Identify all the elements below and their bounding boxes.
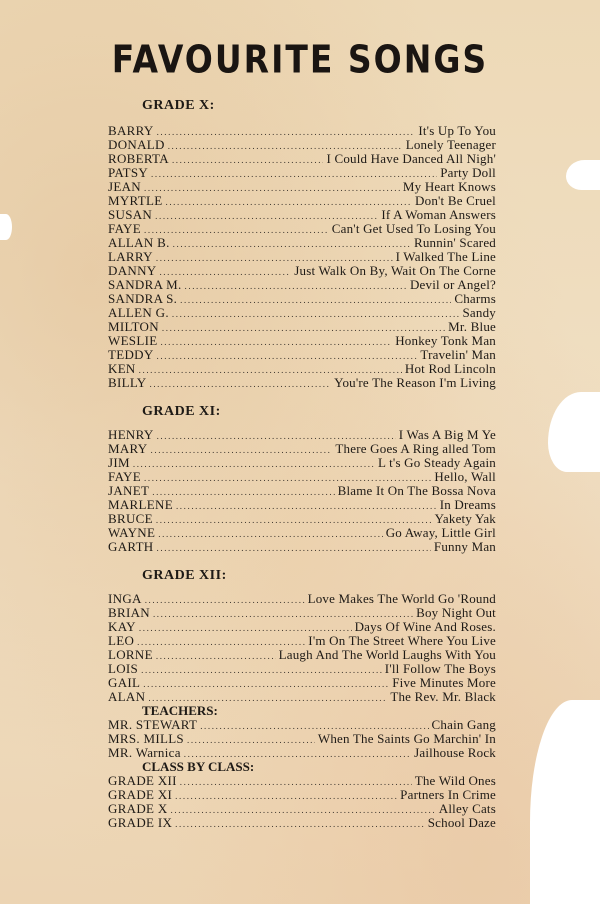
dot-leader (172, 307, 460, 321)
song-title: Yakety Yak (434, 511, 496, 526)
student-name: ALLEN G. (108, 305, 169, 320)
student-name: DANNY (108, 263, 157, 278)
sub-heading: CLASS BY CLASS: (142, 759, 255, 774)
student-name: HENRY (108, 427, 154, 442)
grade-section (108, 404, 496, 554)
song-title: Hot Rod Lincoln (404, 361, 496, 376)
list-item (108, 470, 496, 484)
student-name: BRIAN (108, 605, 150, 620)
song-title: It's Up To You (418, 123, 496, 138)
song-title: Funny Man (433, 539, 496, 554)
song-title: Party Doll (440, 165, 496, 180)
sub-heading: TEACHERS: (142, 703, 218, 718)
student-name: LOIS (108, 661, 139, 676)
student-name: JANET (108, 483, 150, 498)
song-title: I'm On The Street Where You Live (308, 633, 496, 648)
list-item (108, 264, 496, 278)
song-title: Travelin' Man (420, 347, 496, 362)
page-edge-tear (548, 392, 600, 472)
song-title: Runnin' Scared (413, 235, 496, 250)
student-name: MILTON (108, 319, 159, 334)
student-name: GRADE XI (108, 787, 173, 802)
student-name: SANDRA S. (108, 291, 178, 306)
dot-leader (185, 279, 407, 293)
list-item (108, 484, 496, 498)
dot-leader (145, 593, 305, 607)
student-name: GRADE XII (108, 773, 177, 788)
song-title: You're The Reason I'm Living (334, 375, 496, 390)
student-name: MARY (108, 441, 148, 456)
list-item (108, 746, 496, 760)
song-title: When The Saints Go Marchin' In (317, 731, 496, 746)
student-name: BARRY (108, 123, 154, 138)
list-item (108, 362, 496, 376)
song-title: The Rev. Mr. Black (390, 689, 496, 704)
list-item (108, 732, 496, 746)
student-name: MR. Warnica (108, 745, 181, 760)
dot-leader (175, 789, 397, 803)
dot-leader (172, 153, 324, 167)
dot-leader (187, 733, 315, 747)
student-name: TEDDY (108, 347, 154, 362)
student-name: ALLAN B. (108, 235, 170, 250)
song-title: Lonely Teenager (405, 137, 496, 152)
dot-leader (143, 677, 389, 691)
song-title: Mr. Blue (448, 319, 496, 334)
song-title: Just Walk On By, Wait On The Corne (294, 263, 496, 278)
dot-leader (144, 223, 329, 237)
student-name: ROBERTA (108, 151, 169, 166)
dot-leader (152, 485, 334, 499)
student-name: LORNE (108, 647, 153, 662)
song-title: Blame It On The Bossa Nova (337, 483, 496, 498)
song-title: Five Minutes More (392, 675, 496, 690)
song-title: Alley Cats (438, 801, 496, 816)
grade-heading: GRADE XII: (142, 568, 227, 583)
student-name: BRUCE (108, 511, 153, 526)
list-item (108, 180, 496, 194)
list-item (108, 250, 496, 264)
list-item (108, 774, 496, 788)
list-item (108, 690, 496, 704)
song-title: I Could Have Danced All Nigh' (326, 151, 496, 166)
list-item (108, 498, 496, 512)
student-name: MARLENE (108, 497, 173, 512)
list-item (108, 376, 496, 390)
list-item (108, 634, 496, 648)
dot-leader (157, 349, 418, 363)
song-title: L t's Go Steady Again (378, 455, 496, 470)
list-item (108, 166, 496, 180)
student-name: WESLIE (108, 333, 158, 348)
dot-leader (180, 775, 412, 789)
song-title: Go Away, Little Girl (385, 525, 496, 540)
song-title: My Heart Knows (402, 179, 496, 194)
song-title: Chain Gang (431, 717, 496, 732)
student-name: GAIL (108, 675, 141, 690)
page-title: FAVOURITE SONGS (111, 37, 489, 82)
page-edge-tear (566, 160, 600, 190)
list-item (108, 456, 496, 470)
dot-leader (171, 803, 436, 817)
dot-leader (157, 125, 416, 139)
grade-section (108, 98, 496, 390)
dot-leader (133, 457, 375, 471)
dot-leader (151, 167, 437, 181)
student-name: WAYNE (108, 525, 156, 540)
song-title: Charms (454, 291, 496, 306)
student-name: INGA (108, 591, 142, 606)
song-title: Laugh And The World Laughs With You (278, 647, 496, 662)
student-name: DONALD (108, 137, 165, 152)
song-title: Don't Be Cruel (415, 193, 496, 208)
student-name: LEO (108, 633, 135, 648)
list-item (108, 278, 496, 292)
song-title: Honkey Tonk Man (395, 333, 496, 348)
song-title: I'll Follow The Boys (384, 661, 496, 676)
song-title: School Daze (427, 815, 496, 830)
song-sections (108, 98, 496, 844)
list-item (108, 138, 496, 152)
student-name: GARTH (108, 539, 154, 554)
grade-section (108, 568, 496, 830)
song-title: I Was A Big M Ye (398, 427, 496, 442)
grade-heading: GRADE X: (142, 98, 215, 113)
student-name: ALAN (108, 689, 146, 704)
list-item (108, 334, 496, 348)
list-item (108, 428, 496, 442)
dot-leader (173, 237, 411, 251)
list-item (108, 320, 496, 334)
song-title: If A Woman Answers (381, 207, 496, 222)
dot-leader (180, 293, 451, 307)
student-name: MYRTLE (108, 193, 163, 208)
list-item (108, 648, 496, 662)
dot-leader (157, 541, 431, 555)
list-item (108, 292, 496, 306)
list-item (108, 442, 496, 456)
student-name: SUSAN (108, 207, 153, 222)
song-title: Boy Night Out (416, 605, 496, 620)
dot-leader (175, 817, 425, 831)
song-title: Can't Get Used To Losing You (331, 221, 496, 236)
student-name: BILLY (108, 375, 147, 390)
list-item (108, 306, 496, 320)
dot-leader (151, 443, 333, 457)
list-item (108, 222, 496, 236)
student-name: PATSY (108, 165, 149, 180)
list-item (108, 620, 496, 634)
dot-leader (144, 181, 400, 195)
song-title: Devil or Angel? (409, 277, 496, 292)
list-item (108, 194, 496, 208)
list-item (108, 592, 496, 606)
list-item (108, 816, 496, 830)
list-item (108, 606, 496, 620)
student-name: FAYE (108, 221, 141, 236)
page-edge-tear (530, 700, 600, 904)
student-name: KAY (108, 619, 136, 634)
page-edge-tear (0, 214, 12, 240)
student-name: GRADE IX (108, 815, 173, 830)
list-item (108, 512, 496, 526)
list-item (108, 236, 496, 250)
list-item (108, 718, 496, 732)
song-title: There Goes A Ring alled Tom (335, 441, 496, 456)
student-name: MRS. MILLS (108, 731, 184, 746)
list-item (108, 788, 496, 802)
song-title: Days Of Wine And Roses. (354, 619, 496, 634)
song-title: Partners In Crime (400, 787, 496, 802)
list-item (108, 152, 496, 166)
list-item (108, 676, 496, 690)
list-item (108, 208, 496, 222)
student-name: JEAN (108, 179, 141, 194)
list-item (108, 348, 496, 362)
song-title: Jailhouse Rock (414, 745, 496, 760)
list-item (108, 526, 496, 540)
list-item (108, 662, 496, 676)
student-name: SANDRA M. (108, 277, 182, 292)
list-item (108, 124, 496, 138)
song-title: Hello, Wall (434, 469, 496, 484)
song-title: The Wild Ones (414, 773, 496, 788)
student-name: GRADE X (108, 801, 168, 816)
song-title: I Walked The Line (395, 249, 496, 264)
student-name: LARRY (108, 249, 153, 264)
list-item (108, 540, 496, 554)
song-title: In Dreams (439, 497, 496, 512)
grade-heading: GRADE XI: (142, 404, 221, 419)
student-name: KEN (108, 361, 136, 376)
dot-leader (160, 335, 392, 349)
song-title: Sandy (462, 305, 496, 320)
dot-leader (158, 527, 382, 541)
dot-leader (176, 499, 437, 513)
student-name: JIM (108, 455, 130, 470)
student-name: MR. STEWART (108, 717, 198, 732)
student-name: FAYE (108, 469, 141, 484)
list-item (108, 802, 496, 816)
dot-leader (165, 195, 412, 209)
dot-leader (156, 649, 276, 663)
dot-leader (141, 663, 382, 677)
song-title: Love Makes The World Go 'Round (307, 591, 496, 606)
dot-leader (149, 377, 331, 391)
